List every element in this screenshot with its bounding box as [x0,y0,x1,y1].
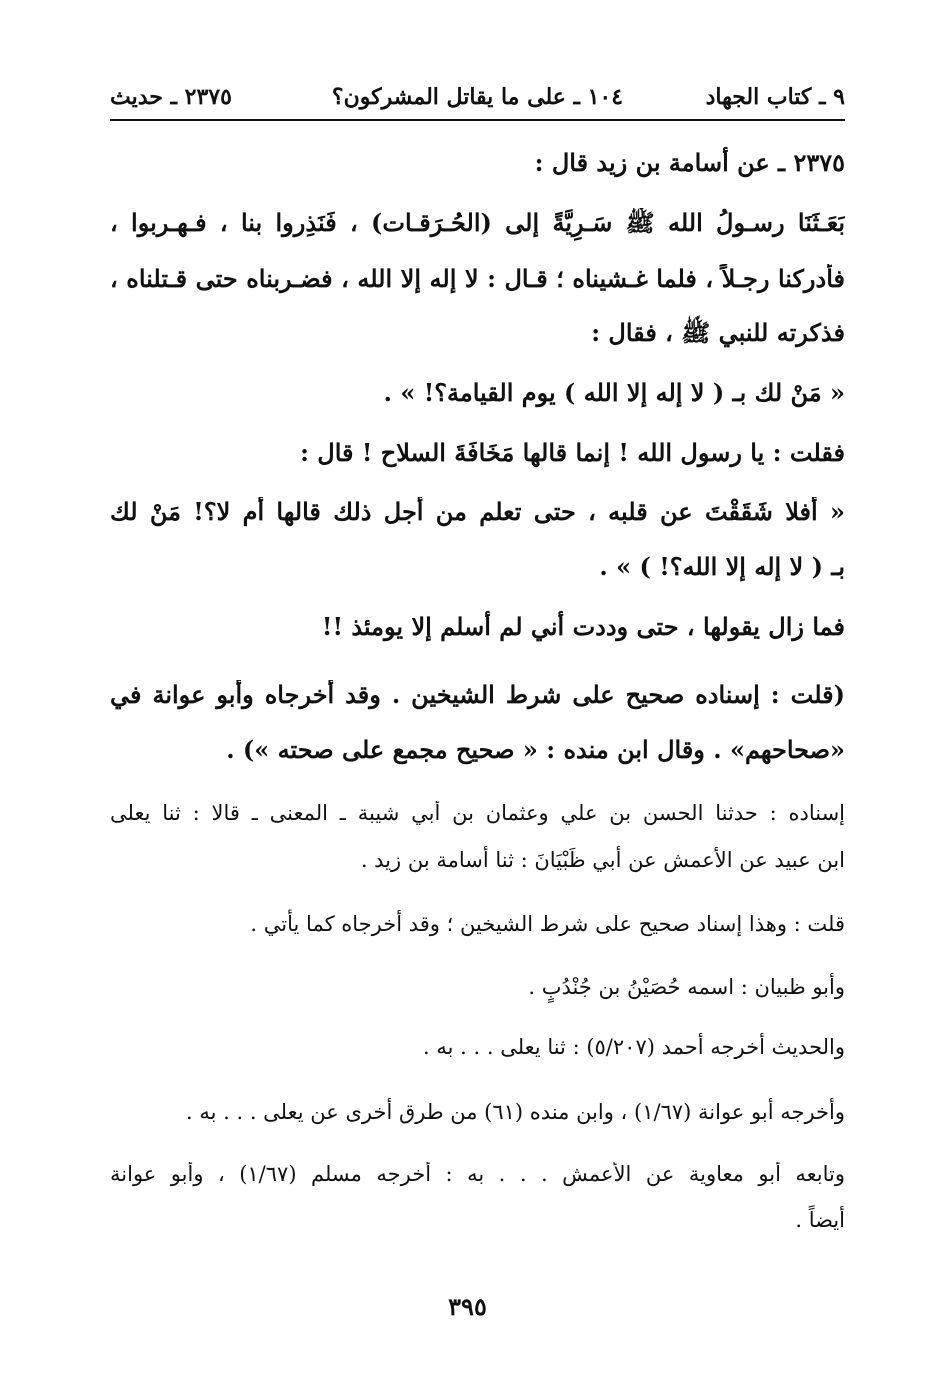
hadith-heading: ٢٣٧٥ ـ عن أسامة بن زيد قال : [534,148,845,177]
hadith-text-line: فأدركنا رجـلاً ، فلما غـشيناه ؛ قـال : لا إله إلا الله ، فضـربناه حتى قـتلناه ، [110,264,845,293]
grading-line: «صحاحهم» . وقال ابن منده : « صحيح مجمع على صحته ») . [226,735,845,764]
commentary-line: وتابعه أبو معاوية عن الأعمش . . . به : أخرجه مسلم (١/٦٧) ، وأبو عوانة [110,1162,845,1186]
hadith-text-line: فذكرته للنبي ﷺ ، فقال : [591,318,845,347]
hadith-text-line: « مَنْ لك بـ ( لا إله إلا الله ) يوم القيامة؟! » . [383,378,845,407]
commentary-line: أيضاً . [795,1208,845,1232]
commentary-line: وأبو ظبيان : اسمه حُصَيْنُ بن جُنْدُبٍ . [528,975,845,999]
commentary-line: ابن عبيد عن الأعمش عن أبي ظَبْيَانَ : ثنا أسامة بن زيد . [360,848,845,872]
running-header [110,80,845,116]
hadith-text-line: « أفلا شَقَقْتَ عن قلبه ، حتى تعلم من أجل ذلك قالها أم لا؟! مَنْ لك [110,497,845,526]
commentary-line: وأخرجه أبو عوانة (١/٦٧) ، وابن منده (٦١) من طرق أخرى عن يعلى . . . به . [185,1100,845,1124]
hadith-text-line: فما زال يقولها ، حتى وددت أني لم أسلم إلا يومئذ !! [321,612,845,641]
commentary-line: قلت : وهذا إسناد صحيح على شرط الشيخين ؛ وقد أخرجاه كما يأتي . [250,912,845,936]
header-hadith-number: ٢٣٧٥ ـ حديث [110,84,232,110]
hadith-text-line: بَعَـثَنَا رسـولُ الله ﷺ سَـرِيَّةً إلى (الحُـرَقـات) ، فَنَذِروا بنا ، فـهـربوا ، [110,208,845,237]
header-rule [110,119,845,121]
grading-line: (قلت : إسناده صحيح على شرط الشيخين . وقد أخرجاه وأبو عوانة في [110,680,845,709]
hadith-text-line: فقلت : يا رسول الله ! إنما قالها مَخَافَةَ السلاح ! قال : [300,438,845,467]
commentary-line: إسناده : حدثنا الحسن بن علي وعثمان بن أبي شيبة ـ المعنى ـ قالا : ثنا يعلى [110,801,845,825]
header-book-title: ٩ ـ كتاب الجهاد [705,84,845,110]
hadith-text-line: بـ ( لا إله إلا الله؟! ) » . [599,552,845,581]
page-number: ٣٩٥ [448,1292,487,1321]
commentary-line: والحديث أخرجه أحمد (٥/٢٠٧) : ثنا يعلى . . . به . [423,1035,845,1059]
header-chapter-title: ١٠٤ ـ على ما يقاتل المشركون؟ [331,84,624,110]
